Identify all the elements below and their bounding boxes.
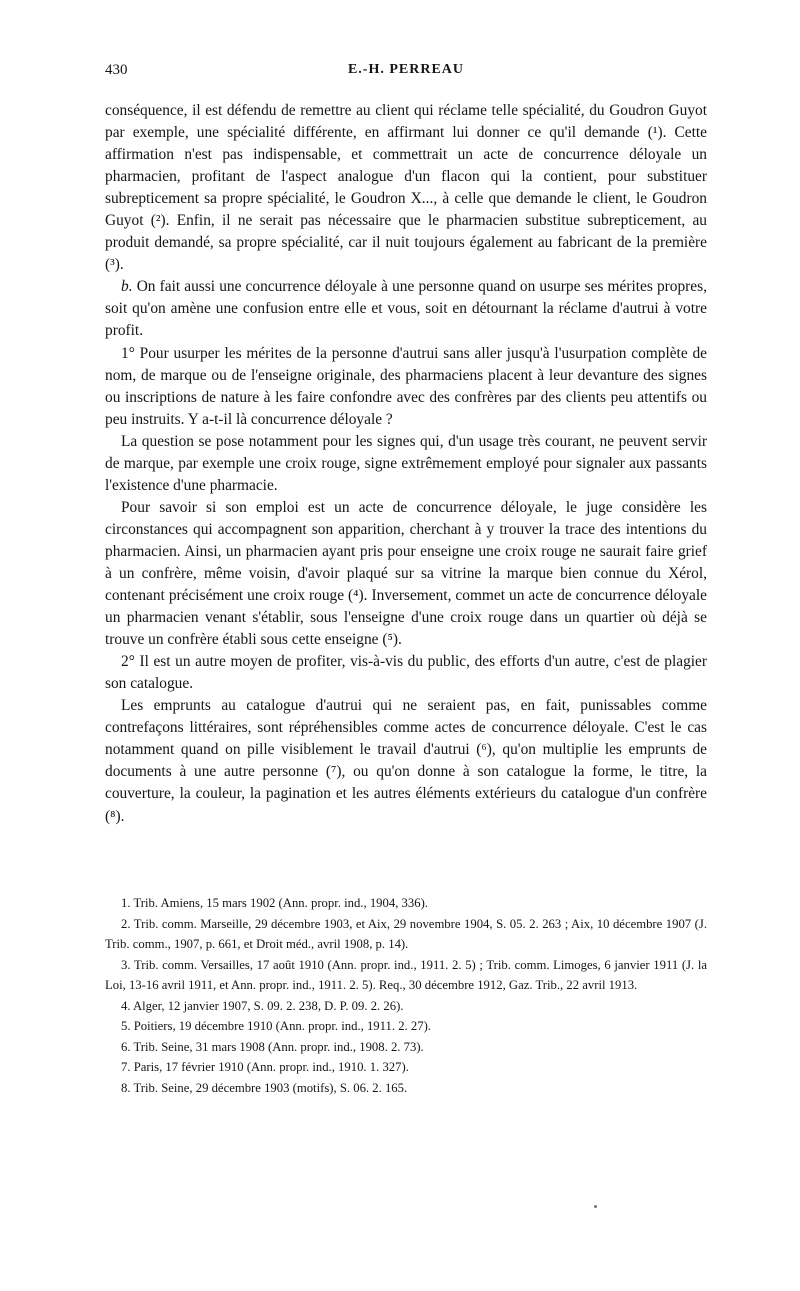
footnote-6: 6. Trib. Seine, 31 mars 1908 (Ann. propr. ind., 1908. 2. 73). bbox=[121, 1039, 424, 1054]
paragraph-croix-rouge: La question se pose notamment pour les signes qui, d'un usage très courant, ne peuvent servir de marque, par exemple une croix rouge, signe extrêmement employé pour signaler aux passants l'existence d'une pharmacie. bbox=[105, 432, 707, 494]
page-number: 430 bbox=[105, 62, 128, 78]
paragraph-continuation: conséquence, il est défendu de remettre au client qui réclame telle spécialité, du Goudron Guyot par exemple, une spécialité différente, en affirmant lui donner ce qu'il demande (¹). Cette affirmation n'est pas indispensable, et commettrait un acte de concurrence déloyale un pharmacien, profitant de l'aspect analogue d'un flacon qui la contient, pour substituer subrepticement sa propre spécialité, le Goudron X..., à celle que demande le client, le Goudron Guyot (²). Enfin, il ne serait pas nécessaire que le pharmacien substitue subrepticement, au produit demandé, sa propre spécialité, car il nuit toujours également au fabricant de la première (³). bbox=[105, 102, 707, 274]
page-header bbox=[105, 62, 707, 86]
paragraph-catalogue: Les emprunts au catalogue d'autrui qui ne seraient pas, en fait, punissables comme contrefaçons littéraires, sont répréhensibles comme actes de concurrence déloyale. C'est le cas notamment quand on pille visiblement le travail d'autrui (⁶), qu'on multiplie les emprunts de documents à une autre personne (⁷), ou qu'on donne à son catalogue la forme, le titre, la couverture, la couleur, la pagination et les autres éléments extérieurs du catalogue d'un confrère (⁸). bbox=[105, 697, 707, 825]
paragraph-juge: Pour savoir si son emploi est un acte de concurrence déloyale, le juge considère les circonstances qui accompagnent son apparition, cherchant à y trouver la trace des intentions du pharmacien. Ainsi, un pharmacien ayant pris pour enseigne une croix rouge ne saurait faire grief à un confrère, même voisin, d'avoir plaqué sur sa vitrine la marque bien connue du Xérol, contenant précisément une croix rouge (⁴). Inversement, commet un acte de concurrence déloyale un pharmacien venant s'établir, sous l'enseigne d'une croix rouge dans un quartier où déjà se trouve un confrère établi sous cette enseigne (⁵). bbox=[105, 498, 707, 649]
footnote-8: 8. Trib. Seine, 29 décembre 1903 (motifs), S. 06. 2. 165. bbox=[121, 1080, 408, 1095]
paragraph-2: 2° Il est un autre moyen de profiter, vis-à-vis du public, des efforts d'un autre, c'est de plagier son catalogue. bbox=[105, 653, 707, 693]
main-text bbox=[105, 100, 707, 828]
section-marker-b: b. bbox=[121, 278, 133, 296]
footnotes bbox=[105, 893, 707, 1098]
paper-speck bbox=[594, 1205, 597, 1208]
paragraph-b bbox=[105, 276, 707, 342]
footnote-5: 5. Poitiers, 19 décembre 1910 (Ann. propr. ind., 1911. 2. 27). bbox=[121, 1019, 431, 1033]
footnote-7: 7. Paris, 17 février 1910 (Ann. propr. ind., 1910. 1. 327). bbox=[121, 1060, 409, 1074]
footnote-3: 3. Trib. comm. Versailles, 17 août 1910 (Ann. propr. ind., 1911. 2. 5) ; Trib. comm. Limoges, 6 janvier 1911 (J. la Loi, 13-16 avril 1911, et Ann. propr. ind., 1911. 2. 5). Req., 30 décembre 1912, Gaz. Trib., 22 avril 1913. bbox=[105, 957, 707, 992]
paragraph-b-text: On fait aussi une concurrence déloyale à une personne quand on usurpe ses mérites propres, soit qu'on amène une confusion entre elle et vous, soit en détournant la réclame d'autrui à votre profit. bbox=[105, 278, 707, 340]
footnote-1: 1. Trib. Amiens, 15 mars 1902 (Ann. propr. ind., 1904, 336). bbox=[121, 896, 428, 910]
footnote-2: 2. Trib. comm. Marseille, 29 décembre 1903, et Aix, 29 novembre 1904, S. 05. 2. 263 ; Aix, 10 décembre 1907 (J. Trib. comm., 1907, p. 661, et Droit méd., avril 1908, p. 14). bbox=[105, 916, 707, 951]
paragraph-1: 1° Pour usurper les mérites de la personne d'autrui sans aller jusqu'à l'usurpation complète de nom, de marque ou de l'enseigne originale, des pharmaciens placent à leur devanture des signes ou inscriptions de nature à les faire confondre avec des confrères par des clients peu attentifs ou peu instruits. Y a-t-il là concurrence déloyale ? bbox=[105, 344, 707, 428]
running-head: E.-H. PERREAU bbox=[347, 62, 465, 77]
footnote-4: 4. Alger, 12 janvier 1907, S. 09. 2. 238, D. P. 09. 2. 26). bbox=[121, 998, 404, 1013]
